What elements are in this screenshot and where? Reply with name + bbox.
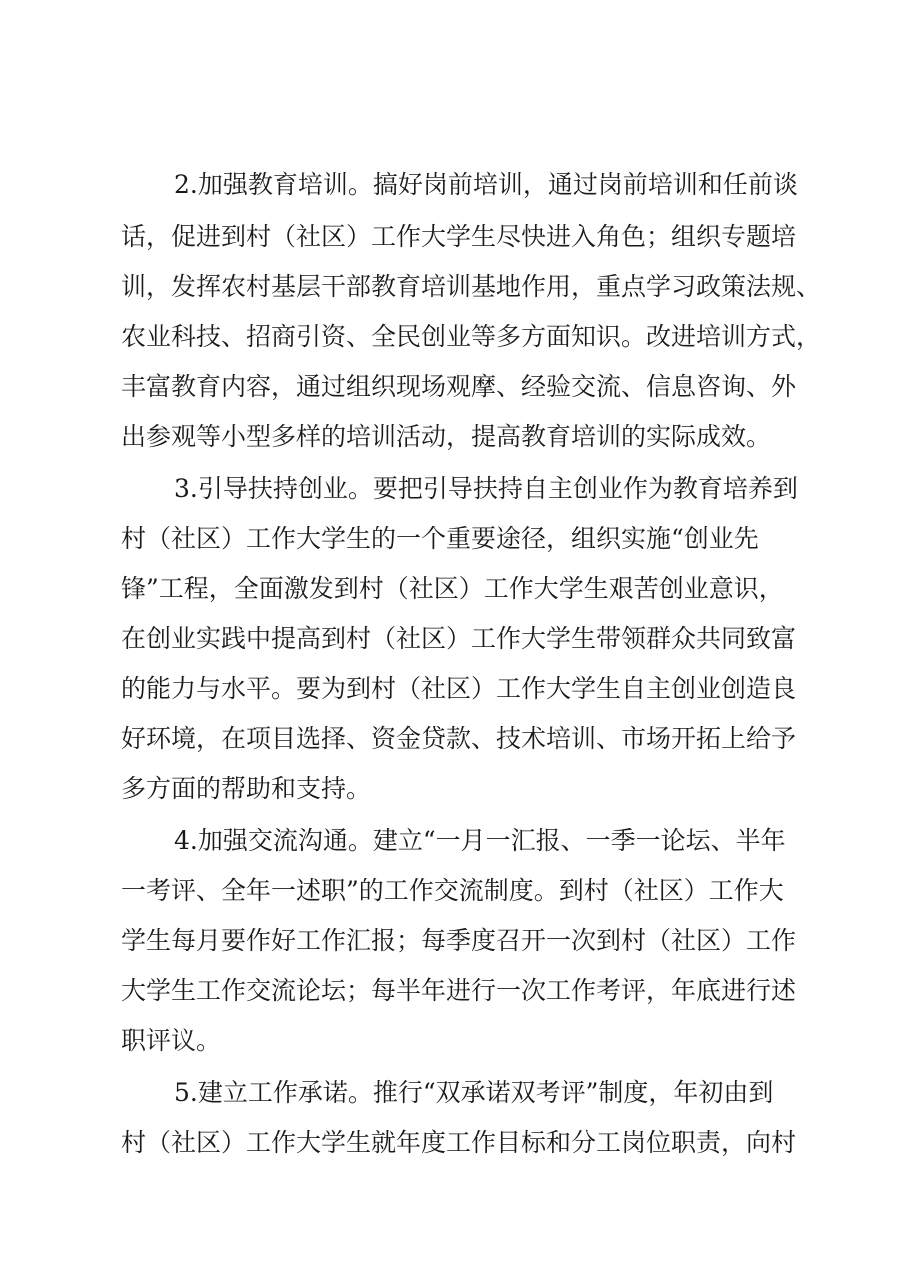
paragraph-2-line-5: 丰富教育内容，通过组织现场观摩、经验交流、信息咨询、外 xyxy=(121,372,797,401)
paragraph-2-line-6: 出参观等小型多样的培训活动，提高教育培训的实际成效。 xyxy=(121,422,772,451)
paragraph-2-line-2: 话，促进到村（社区）工作大学生尽快进入角色；组织专题培 xyxy=(121,222,797,251)
paragraph-4-line-2: 一考评、全年一述职”的工作交流制度。到村（社区）工作大 xyxy=(121,876,784,905)
paragraph-5-line-2: 村（社区）工作大学生就年度工作目标和分工岗位职责，向村 xyxy=(121,1128,797,1157)
paragraph-2-line-1: 2.加强教育培训。搞好岗前培训，通过岗前培训和任前谈 xyxy=(174,170,798,199)
paragraph-3-line-7: 多方面的帮助和支持。 xyxy=(121,774,372,803)
paragraph-3-line-1: 3.引导扶持创业。要把引导扶持自主创业作为教育培养到 xyxy=(174,474,798,503)
paragraph-3-line-2: 村（社区）工作大学生的一个重要途径，组织实施“创业先 xyxy=(121,524,759,553)
paragraph-2-line-3: 训，发挥农村基层干部教育培训基地作用，重点学习政策法规、 xyxy=(121,272,822,301)
paragraph-3-line-4: 在创业实践中提高到村（社区）工作大学生带领群众共同致富 xyxy=(121,624,797,653)
paragraph-3-line-3: 锋”工程，全面激发到村（社区）工作大学生艰苦创业意识， xyxy=(121,574,784,603)
paragraph-4-line-1: 4.加强交流沟通。建立“一月一汇报、一季一论坛、半年 xyxy=(174,826,786,855)
paragraph-2-line-4: 农业科技、招商引资、全民创业等多方面知识。改进培训方式， xyxy=(121,322,822,351)
paragraph-4-line-4: 大学生工作交流论坛；每半年进行一次工作考评，年底进行述 xyxy=(121,976,797,1005)
paragraph-4-line-3: 学生每月要作好工作汇报；每季度召开一次到村（社区）工作 xyxy=(121,926,797,955)
paragraph-4-line-5: 职评议。 xyxy=(121,1026,222,1055)
paragraph-5-line-1: 5.建立工作承诺。推行“双承诺双考评”制度，年初由到 xyxy=(174,1078,774,1107)
paragraph-3-line-5: 的能力与水平。要为到村（社区）工作大学生自主创业创造良 xyxy=(121,674,797,703)
paragraph-3-line-6: 好环境，在项目选择、资金贷款、技术培训、市场开拓上给予 xyxy=(121,724,797,753)
